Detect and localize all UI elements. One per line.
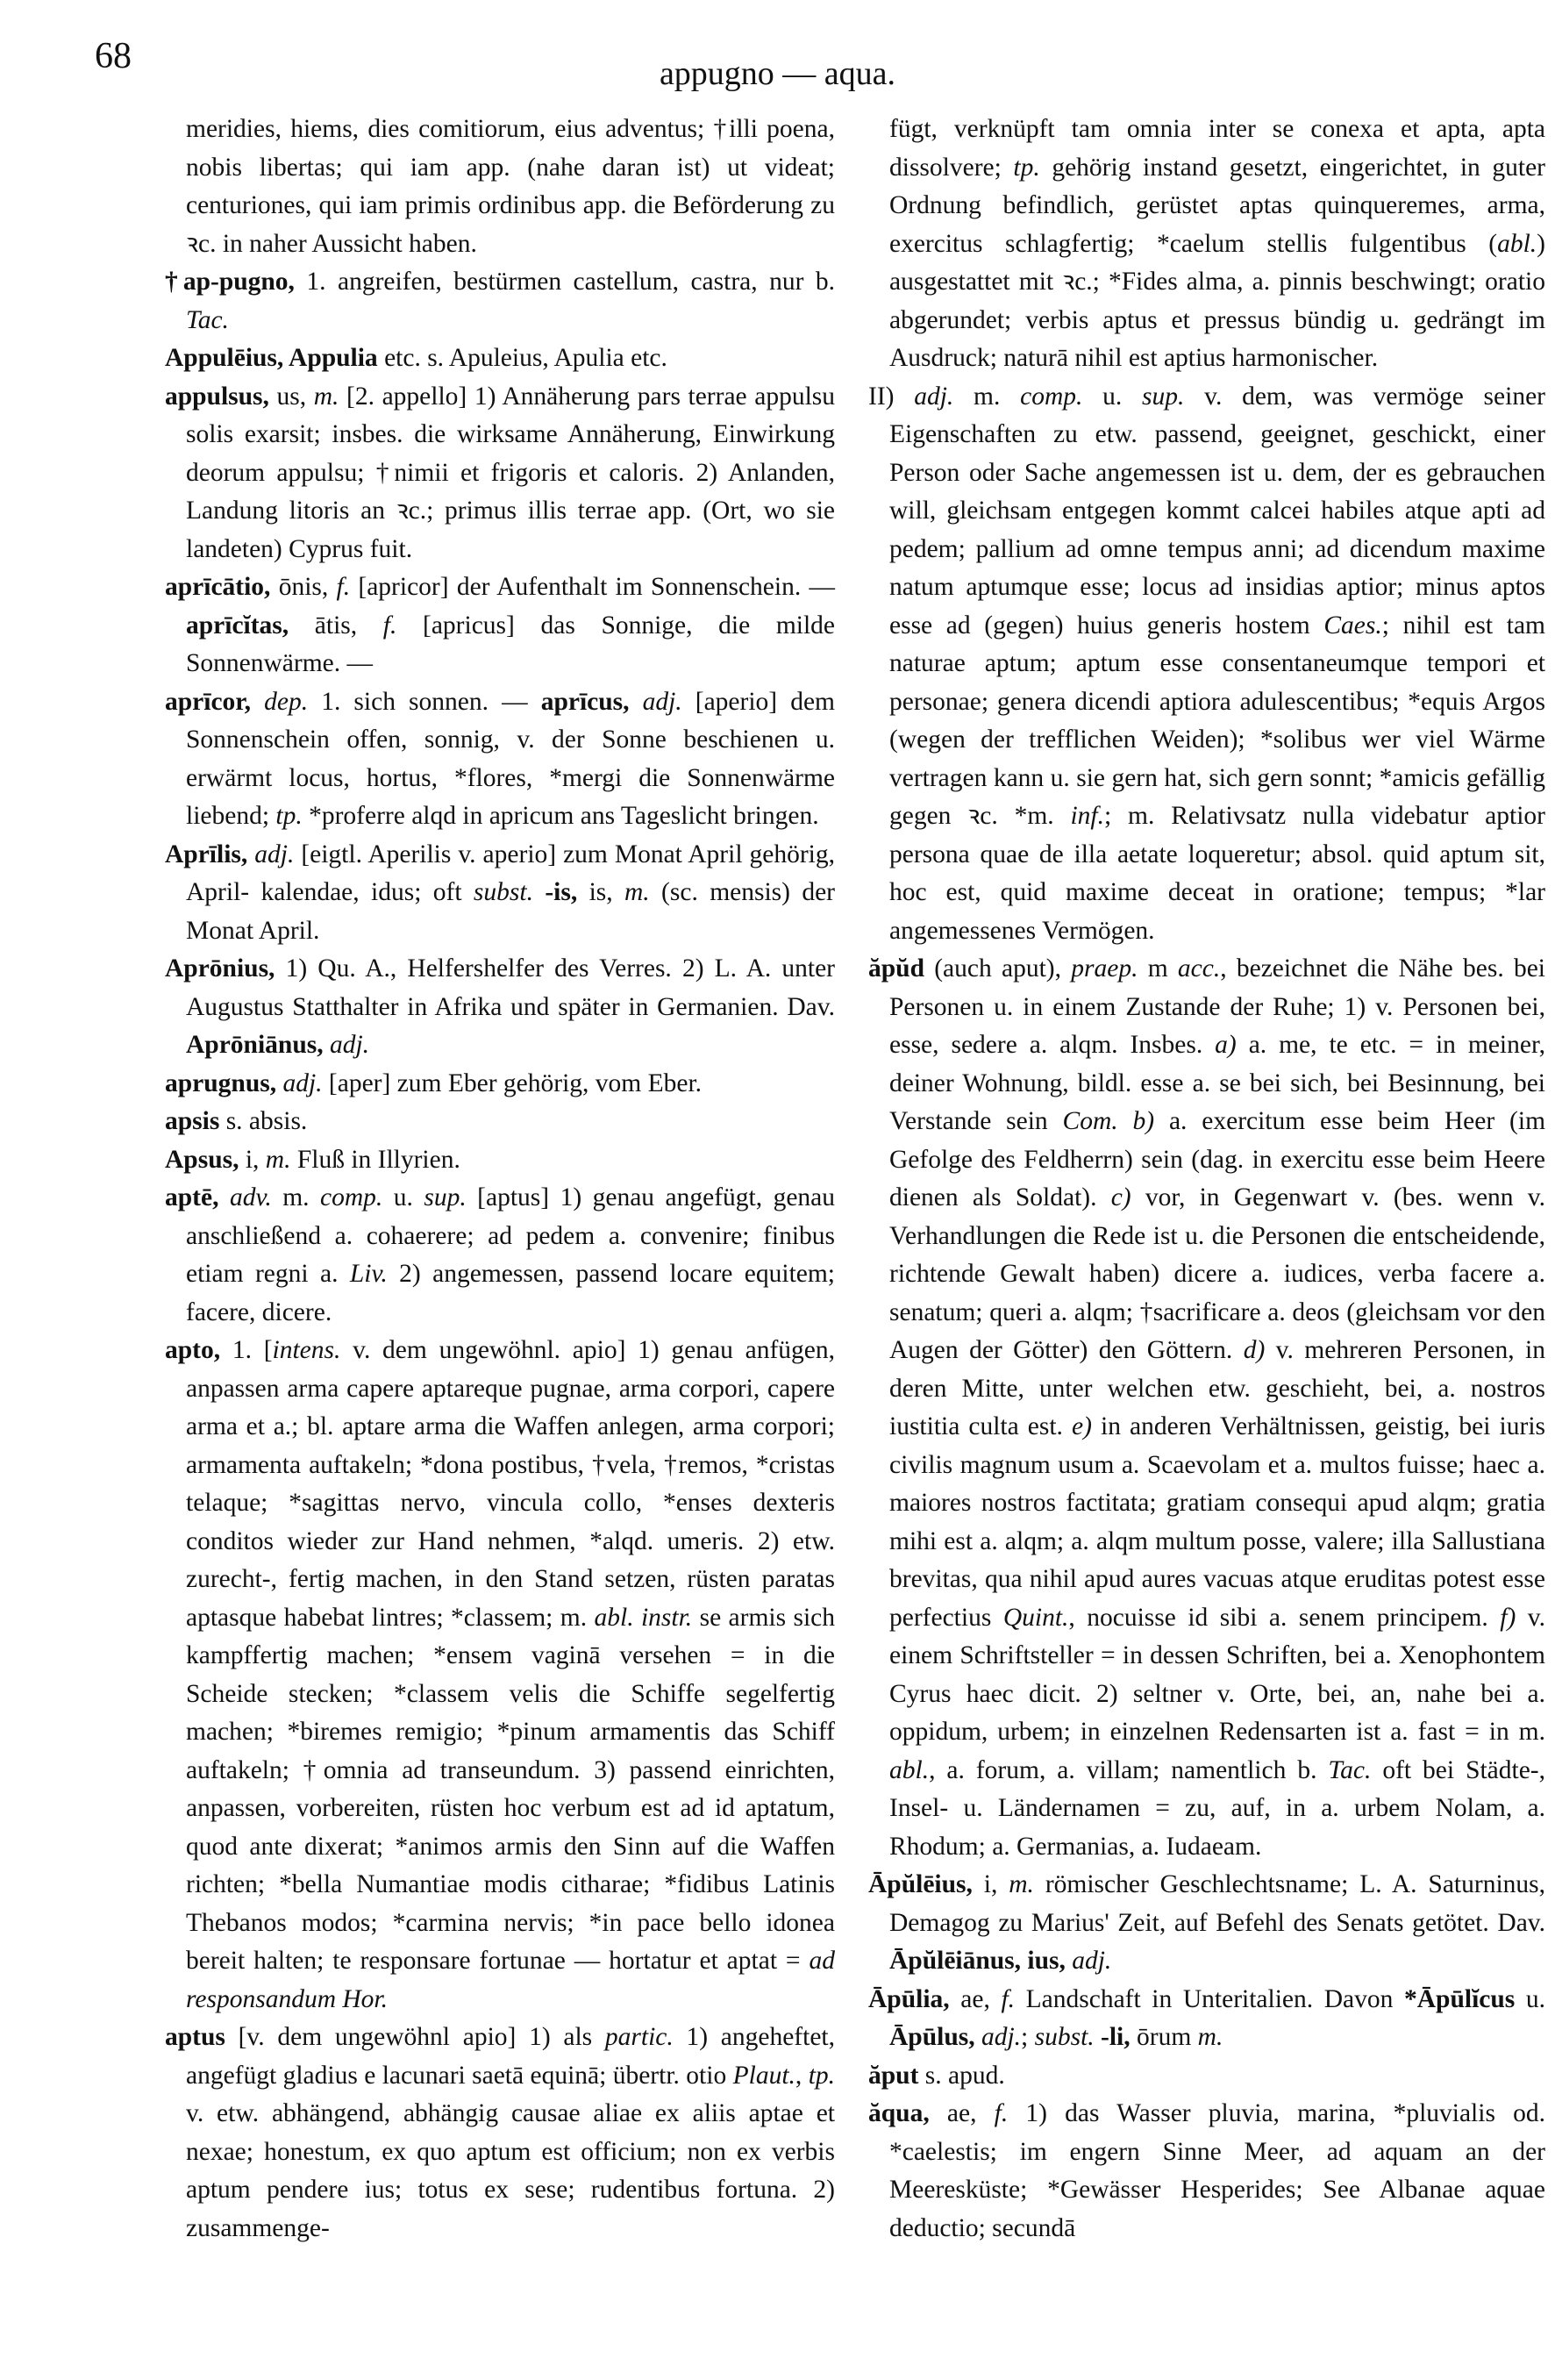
- entry-text: u.: [1515, 1984, 1545, 2013]
- italic-text: f): [1500, 1603, 1516, 1632]
- entry-text: 1) Qu. A., Helfershelfer des Verres. 2) L. A. unter Augustus Statthalter in Afrika und später in Germanien. Dav.: [186, 954, 835, 1021]
- headword: ăqua,: [868, 2099, 930, 2127]
- entry-text: ae,: [929, 2099, 995, 2127]
- entry-text: [v. dem ungewöhnl apio] 1) als: [225, 2023, 605, 2051]
- headword: Āpūlia,: [868, 1984, 950, 2013]
- dictionary-entry: [868, 111, 1545, 378]
- entry-text: a. exercitum esse beim Heer (im Gefolge des Feldherrn) sein (dag. in exercitu esse beim Heere dienen als Soldat).: [889, 1107, 1546, 1211]
- entry-text: [975, 2023, 981, 2051]
- entry-text: v. dem, was vermöge seiner Eigenschaften zu etw. passend, geeignet, geschickt, einer Person oder Sache angemessen ist u. dem, der es gebrauchen will, gleichsam entgegen kommt calcei habiles atque apti ad pedem; pallium ad omne tempus anni; ad dicendum maxime natum aptumque esse; locus ad insidias aptior; minus aptos esse ad (gegen) huius generis hostem: [889, 382, 1545, 640]
- italic-text: praep.: [1071, 954, 1138, 983]
- entry-text: [218, 1183, 229, 1211]
- entry-text: s. absis.: [219, 1107, 308, 1135]
- entry-text: II): [868, 382, 915, 411]
- italic-text: d): [1243, 1336, 1266, 1364]
- entry-text: ōnis,: [270, 573, 337, 601]
- entry-text: a. me, te etc. = in meiner, deiner Wohnung, bildl. esse a. se bei sich, bei Besinnung, bei Verstande sein: [889, 1031, 1545, 1135]
- italic-text: m.: [313, 382, 339, 411]
- entry-text: us,: [268, 382, 314, 411]
- entry-text: [apricor] der Aufenthalt im Sonnenschein. —: [350, 573, 835, 601]
- entry-text: ae,: [949, 1984, 1002, 2013]
- entry-text: v. einem Schriftsteller = in dessen Schriften, bei a. Xenophontem Cyrus haec dicit. 2) seltner v. Orte, bei, an, nahe bei a. oppidum, urbem; in einzelnen Redensarten ist a. fast = in m.: [889, 1603, 1545, 1746]
- entry-text: [2. appello] 1) Annäherung pars terrae appulsu solis exarsit; insbes. die wirksame Annäherung, Einwirkung deorum appulsu; †nimii et frigoris et caloris. 2) Anlanden, Landung litoris an ꝛc.; primus illis terrae app. (Ort, wo sie landeten) Cyprus fuit.: [186, 382, 836, 563]
- entry-text: [aperio] dem Sonnenschein offen, sonnig, v. der Sonne beschienen u. erwärmt locus, hortus, *flores, *mergi die Sonnenwärme liebend;: [186, 687, 835, 830]
- italic-text: tp.: [1013, 153, 1040, 182]
- entry-text: Fluß in Illyrien.: [290, 1145, 460, 1174]
- italic-text: adj.: [1072, 1947, 1112, 1975]
- entry-text: Landschaft in Unteritalien. Davon: [1015, 1984, 1404, 2013]
- italic-text: Plaut.: [732, 2061, 795, 2090]
- italic-text: abl.: [1497, 229, 1537, 258]
- entry-text: oft bei Städte-, Insel- u. Ländernamen = zu, auf, in a. urbem Nolam, a. Rhodum; a. Germanias, a. Iudaeam.: [889, 1755, 1545, 1861]
- headword: Aprōniānus,: [186, 1031, 324, 1059]
- entry-text: ,: [795, 2061, 809, 2090]
- headword: ăput: [868, 2061, 919, 2090]
- headword: Āpūlus,: [889, 2023, 975, 2051]
- italic-text: abl. instr.: [594, 1603, 693, 1632]
- entry-text: (auch aput),: [924, 954, 1072, 983]
- dictionary-entry: [165, 1103, 835, 1141]
- italic-text: ad responsandum Hor.: [186, 1947, 835, 2013]
- entry-text: ) ausgestattet mit ꝛc.; *Fides alma, a. pinnis beschwingt; oratio abgerundet; verbis aptus et pressus bündig u. gedrängt im Ausdruck; naturā nihil est aptius harmonischer.: [889, 229, 1545, 372]
- italic-text: m.: [624, 878, 650, 906]
- italic-text: subst.: [1034, 2023, 1095, 2051]
- entry-text: [eigtl. Aperilis v. aperio] zum Monat April gehörig, April- kalendae, idus; oft: [186, 840, 835, 906]
- italic-text: tp.: [275, 802, 303, 830]
- italic-text: Tac.: [186, 305, 229, 334]
- entry-text: v. mehreren Personen, in deren Mitte, unter welchen etw. geschieht, bei, a. nostros iustitia culta est.: [889, 1336, 1545, 1440]
- italic-text: Liv.: [349, 1260, 388, 1288]
- italic-text: tp.: [808, 2061, 836, 2090]
- italic-text: m.: [265, 1145, 291, 1174]
- headword: aprīcātio,: [165, 573, 271, 601]
- entry-text: i,: [972, 1870, 1009, 1898]
- headword: -li,: [1101, 2023, 1131, 2051]
- entry-text: [533, 878, 545, 906]
- dictionary-entry: [165, 950, 835, 1065]
- italic-text: comp.: [1020, 382, 1083, 411]
- entry-text: , nocuisse id sibi a. senem principem.: [1068, 1603, 1501, 1632]
- entry-text: etc. s. Apuleius, Apulia etc.: [377, 344, 667, 372]
- entry-text: meridies, hiems, dies comitiorum, eius adventus; †illi poena, nobis libertas; qui iam app. (nahe daran ist) ut videat; centuriones, qui iam primis ordinibus app. die Beförderung zu ꝛc. in naher Aussicht haben.: [186, 115, 835, 258]
- entry-text: [apricus] das Sonnige, die milde Sonnenwärme. —: [186, 611, 836, 677]
- entry-text: u.: [1082, 382, 1143, 411]
- italic-text: Com.: [1062, 1107, 1118, 1135]
- italic-text: adj.: [981, 2023, 1022, 2051]
- entry-text: [1118, 1107, 1133, 1135]
- italic-text: sup.: [1142, 382, 1185, 411]
- entry-text: vor, in Gegenwart v. (bes. wenn v. Verhandlungen die Rede ist u. die Personen die entscheidende, richtende Gewalt haben) dicere a. iudices, verba facere a. senatum; queri a. alqm; †sacrificare a. deos (gleichsam vor den Augen der Götter) den Göttern.: [889, 1183, 1545, 1364]
- entry-text: 1. [: [220, 1336, 273, 1364]
- italic-text: Caes.: [1323, 611, 1382, 640]
- italic-text: dep.: [264, 687, 309, 716]
- dictionary-entry: [165, 378, 835, 569]
- dictionary-entry: [165, 1141, 835, 1180]
- italic-text: comp.: [319, 1183, 383, 1211]
- italic-text: sup.: [424, 1183, 467, 1211]
- headword: apto,: [165, 1336, 221, 1364]
- italic-text: f.: [1001, 1984, 1016, 2013]
- entry-text: ātis,: [289, 611, 383, 640]
- italic-text: adj.: [642, 687, 682, 716]
- entry-text: 1) angeheftet, angefügt gladius e lacunari saetā equinā; übertr. otio: [186, 2023, 835, 2090]
- entry-text: i,: [239, 1145, 266, 1174]
- entry-text: se armis sich kampffertig machen; *ensem vaginā versehen = in die Scheide stecken; *classem velis die Schiffe segelfertig machen; *biremes remigio; *pinum armamentis das Schiff auftakeln; †omnia ad transeundum. 3) passend einrichten, anpassen, vorbereiten, rüsten hoc verbum est ad id aptatum, quod ante dixerat; *animos armis den Sinn auf die Waffen richten; *bella Numantiae modis citharae; *fidibus Latinis Thebanos modos; *carmina nervis; *in pace bello idonea bereit halten; te responsare fortunae — hortatur et aptat =: [186, 1603, 836, 1975]
- italic-text: f.: [336, 573, 351, 601]
- page-number: 68: [95, 36, 132, 76]
- headword: Āpŭlēius,: [868, 1870, 973, 1898]
- headword: Āpŭlēiānus, ius,: [889, 1947, 1066, 1975]
- entry-text: 1. angreifen, bestürmen castellum, castra, nur b.: [294, 268, 835, 296]
- dictionary-entry: [165, 1332, 835, 2019]
- entry-text: ; m. Relativsatz nulla videbatur aptior persona quae de illa aetate loqueretur; absol. quid aptum sit, hoc est, quid maxime deceat in oratione; tempus; *lar angemessenes Vermögen.: [889, 802, 1545, 945]
- italic-text: e): [1072, 1412, 1092, 1440]
- dictionary-entry: [165, 111, 835, 263]
- dictionary-entry: [165, 263, 835, 339]
- italic-text: subst.: [473, 878, 533, 906]
- entry-text: [251, 688, 264, 716]
- dictionary-entry: [868, 1866, 1545, 1981]
- right-column: [868, 111, 1545, 2248]
- dictionary-entry: [868, 2095, 1545, 2248]
- running-head: appugno — aqua.: [659, 55, 896, 92]
- dictionary-entry: [165, 1179, 835, 1332]
- headword: aprīcor,: [165, 687, 252, 716]
- headword: Aprōnius,: [165, 954, 275, 983]
- headword: aptus: [165, 2023, 225, 2051]
- italic-text: a): [1215, 1031, 1237, 1059]
- entry-text: m: [1138, 954, 1178, 983]
- headword: appulsus,: [165, 382, 269, 411]
- entry-text: v. etw. abhängend, abhängig causae aliae ex aliis aptae et nexae; honestum, ex quo aptum est officium; non ex verbis aptum pendere ius; totus ex sese; rudentibus fortuna. 2) zusammenge-: [186, 2099, 835, 2242]
- italic-text: acc.: [1177, 954, 1221, 983]
- headword: aprugnus,: [165, 1068, 277, 1097]
- headword: ăpŭd: [868, 954, 924, 983]
- headword: -is,: [545, 878, 578, 906]
- italic-text: f.: [994, 2099, 1009, 2127]
- dictionary-entry: [868, 2057, 1545, 2096]
- italic-text: f.: [382, 611, 397, 640]
- headword: apsis: [165, 1107, 220, 1135]
- entry-text: [1095, 2023, 1101, 2051]
- dictionary-entry: [165, 836, 835, 951]
- entry-text: u.: [382, 1183, 424, 1211]
- entry-text: is,: [577, 878, 624, 906]
- italic-text: m.: [1009, 1870, 1034, 1898]
- italic-text: abl.: [889, 1755, 930, 1784]
- dictionary-entry: [165, 1065, 835, 1104]
- italic-text: intens.: [272, 1336, 341, 1364]
- italic-text: m.: [1197, 2023, 1223, 2051]
- italic-text: adj.: [914, 382, 954, 411]
- dictionary-entry: [165, 339, 835, 378]
- entry-text: ōrum: [1130, 2023, 1198, 2051]
- entry-text: 1. sich sonnen. —: [308, 687, 541, 716]
- entry-text: ;: [1021, 2023, 1035, 2051]
- headword: *Āpūlĭcus: [1404, 1984, 1516, 2013]
- entry-text: m.: [953, 382, 1021, 411]
- headword: aprīcus,: [540, 687, 630, 716]
- dictionary-entry: [868, 1981, 1545, 2057]
- headword: aprīcĭtas,: [186, 611, 289, 640]
- italic-text: adv.: [229, 1183, 272, 1211]
- entry-text: [aptus] 1) genau angefügt, genau anschließend a. cohaerere; ad pedem a. convenire; finibus etiam regni a.: [186, 1183, 836, 1288]
- dictionary-entry: [868, 378, 1545, 951]
- italic-text: Quint.: [1002, 1603, 1069, 1632]
- italic-text: adj.: [329, 1031, 370, 1059]
- headword: †ap-pugno,: [165, 268, 295, 296]
- italic-text: c): [1110, 1183, 1131, 1211]
- entry-text: 1) das Wasser pluvia, marina, *pluvialis od. *caelestis; im engern Sinne Meer, ad aquam an der Meeresküste; *Gewässer Hesperides; See Albanae aquae deductio; secundā: [889, 2099, 1545, 2242]
- italic-text: Tac.: [1328, 1755, 1372, 1784]
- entry-text: [630, 688, 643, 716]
- entry-text: [324, 1031, 330, 1059]
- dictionary-entry: [165, 568, 835, 683]
- headword: Aprīlis,: [165, 840, 248, 868]
- entry-text: s. apud.: [918, 2061, 1005, 2090]
- entry-text: [aper] zum Eber gehörig, vom Eber.: [322, 1068, 703, 1097]
- entry-text: 2) angemessen, passend locare equitem; facere, dicere.: [186, 1260, 836, 1326]
- italic-text: inf.: [1070, 802, 1105, 830]
- headword: aptē,: [165, 1183, 219, 1211]
- headword: Apsus,: [165, 1145, 239, 1174]
- entry-text: in anderen Verhältnissen, geistig, bei iuris civilis magnum usum a. Scaevolam et a. multos fuisse; haec a. maiores nostros factitata; gratiam consequi apud alqm; gratia mihi est a. alqm; a. alqm multum posse, valere; illa Sallustiana brevitas, qua nihil apud aures vacuas atque eruditas potest esse perfectius: [889, 1412, 1545, 1632]
- entry-text: v. dem ungewöhnl. apio] 1) genau anfügen, anpassen arma capere aptareque pugnae, arma corpori, capere arma et a.; bl. aptare arma die Waffen anlegen, arma corpori; armamenta auftakeln; *dona postibus, †vela, †remos, *cristas telaque; *sagittas nervo, vincula collo, *enses dexteris conditos wieder zur Hand nehmen, *alqd. umeris. 2) etw. zurecht-, fertig machen, in den Stand setzen, rüsten paratas aptasque habebat lintres; *classem; m.: [186, 1336, 835, 1632]
- entry-text: *proferre alqd in apricum ans Tageslicht bringen.: [302, 802, 819, 830]
- italic-text: adj.: [282, 1068, 323, 1097]
- entry-text: (sc. mensis) der Monat April.: [186, 878, 835, 945]
- headword: Appulēius, Appulia: [165, 344, 378, 372]
- entry-text: fügt, verknüpft tam omnia inter se conexa et apta, apta dissolvere;: [889, 115, 1545, 182]
- italic-text: adj.: [254, 840, 295, 868]
- italic-text: b): [1132, 1107, 1155, 1135]
- italic-text: partic.: [604, 2023, 674, 2051]
- entry-text: , a. forum, a. villam; namentlich b.: [929, 1755, 1329, 1784]
- entry-text: , bezeichnet die Nähe bes. bei Personen u. in einem Zustande der Ruhe; 1) v. Personen bei, esse, sedere a. alqm. Insbes.: [889, 954, 1545, 1059]
- left-column: [165, 111, 835, 2248]
- dictionary-entry: [868, 950, 1545, 1866]
- dictionary-entry: [165, 683, 835, 836]
- entry-text: m.: [271, 1183, 320, 1211]
- dictionary-entry: [165, 2019, 835, 2248]
- entry-text: römischer Geschlechtsname; L. A. Saturninus, Demagog zu Marius' Zeit, auf Befehl des Senats getötet. Dav.: [889, 1870, 1545, 1937]
- entry-text: gehörig instand gesetzt, eingerichtet, in guter Ordnung befindlich, gerüstet aptas quinqueremes, arma, exercitus schlagfertig; *caelum stellis fulgentibus (: [889, 153, 1546, 258]
- entry-text: ; nihil est tam naturae aptum; aptum esse consentaneumque tempori et personae; genera dicendi aptiora adulescentibus; *equis Argos (wegen der trefflichen Weiden); *solibus wer viel Wärme vertragen kann u. sie gern hat, sich gern sonnt; *amicis gefällig gegen ꝛc. *m.: [889, 611, 1545, 830]
